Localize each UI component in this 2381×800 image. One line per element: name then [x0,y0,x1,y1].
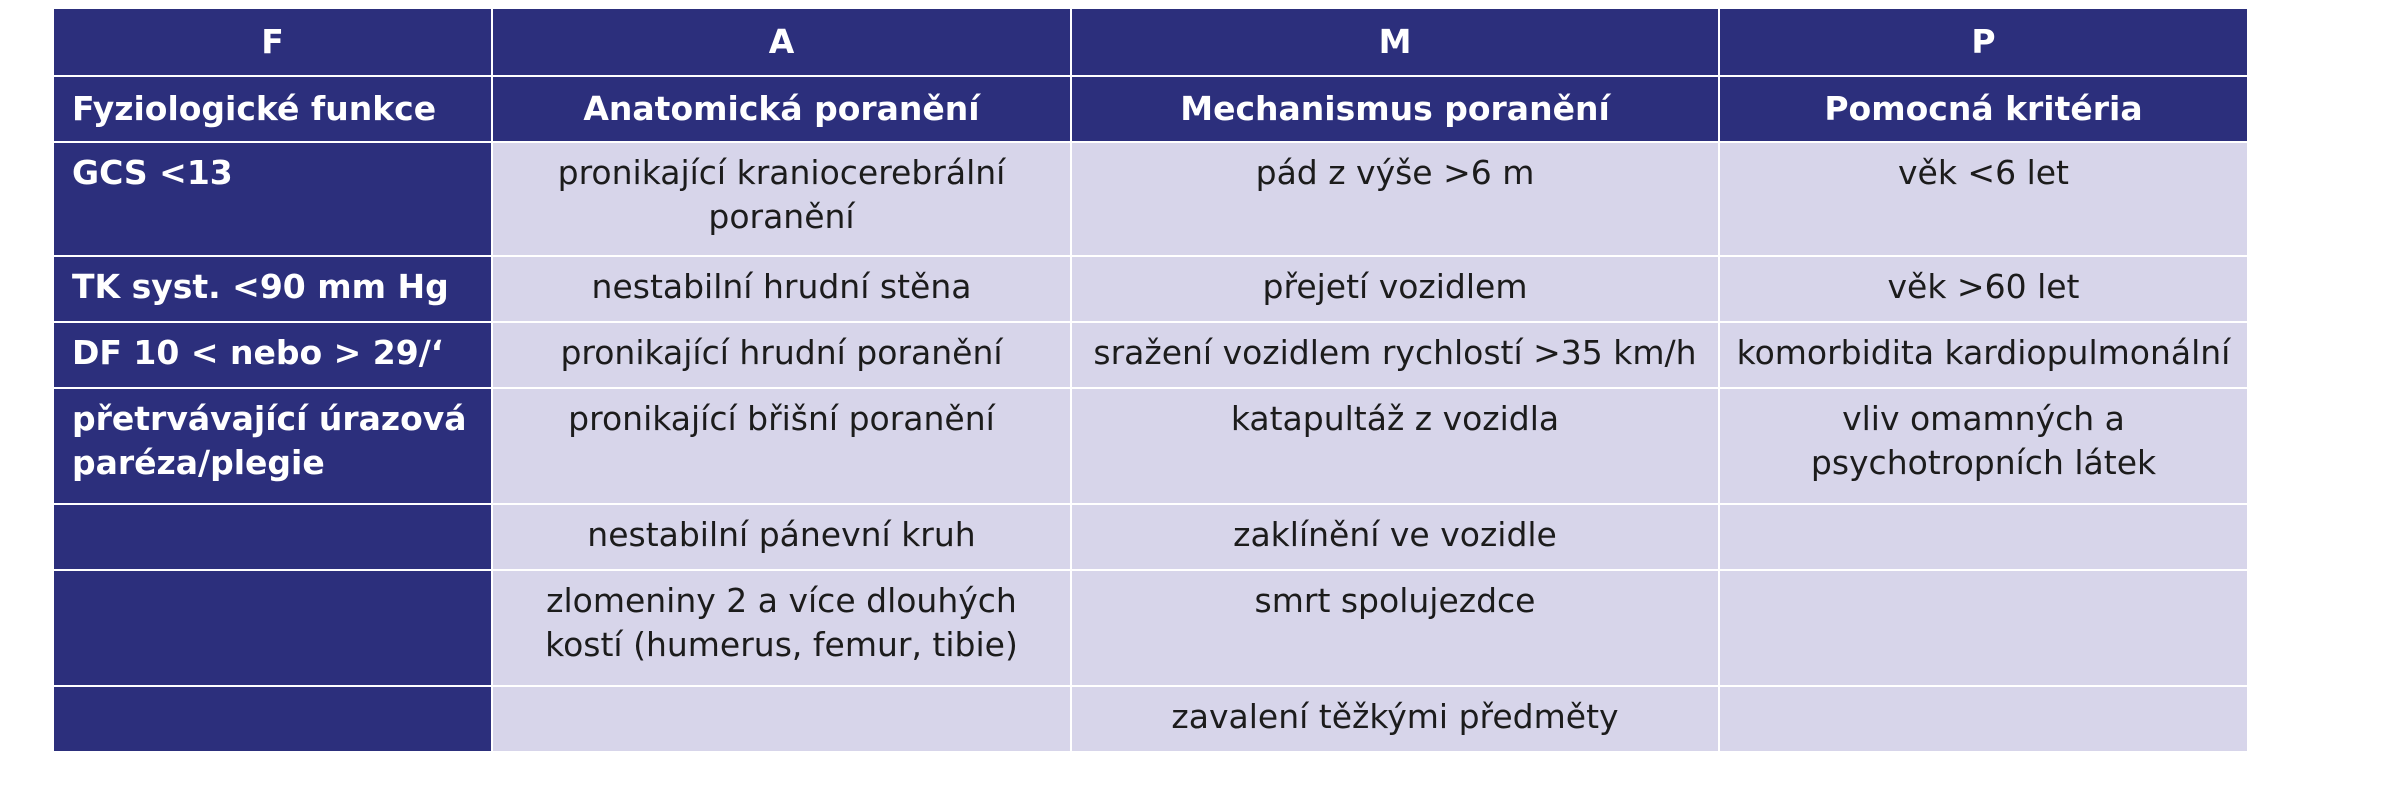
anatomical-cell: nestabilní pánevní kruh [492,504,1071,570]
auxiliary-cell: vliv omamných a psychotropních látek [1719,388,2248,504]
table-row [53,388,2248,504]
mechanism-cell: zavalení těžkými předměty [1071,686,1719,752]
anatomical-cell: pronikající kraniocerebrální poranění [492,142,1071,256]
table-row [53,256,2248,322]
anatomical-cell: nestabilní hrudní stěna [492,256,1071,322]
physiological-cell [53,570,492,686]
column-header-mechanism: Mechanismus poranění [1071,76,1719,142]
anatomical-cell: zlomeniny 2 a více dlouhých kostí (humerus, femur, tibie) [492,570,1071,686]
mechanism-cell: sražení vozidlem rychlostí >35 km/h [1071,322,1719,388]
column-header-anatomical: Anatomická poranění [492,76,1071,142]
physiological-cell: přetrvávající úrazová paréza/plegie [53,388,492,504]
auxiliary-cell [1719,504,2248,570]
letter-header-a: A [492,8,1071,76]
criteria-table-wrapper [52,7,2247,753]
mechanism-cell: katapultáž z vozidla [1071,388,1719,504]
physiological-cell: DF 10 < nebo > 29/‘ [53,322,492,388]
table-row [53,142,2248,256]
auxiliary-cell [1719,686,2248,752]
table-row [53,686,2248,752]
anatomical-cell: pronikající břišní poranění [492,388,1071,504]
table-row [53,570,2248,686]
anatomical-cell: pronikající hrudní poranění [492,322,1071,388]
physiological-cell: GCS <13 [53,142,492,256]
mechanism-cell: přejetí vozidlem [1071,256,1719,322]
column-header-row [53,76,2248,142]
physiological-cell [53,504,492,570]
letter-header-p: P [1719,8,2248,76]
physiological-cell: TK syst. <90 mm Hg [53,256,492,322]
column-header-physiological: Fyziologické funkce [53,76,492,142]
letter-header-f: F [53,8,492,76]
triage-criteria-table [52,7,2249,753]
auxiliary-cell: věk <6 let [1719,142,2248,256]
anatomical-cell [492,686,1071,752]
auxiliary-cell: komorbidita kardiopulmonální [1719,322,2248,388]
auxiliary-cell [1719,570,2248,686]
table-row [53,504,2248,570]
physiological-cell [53,686,492,752]
mechanism-cell: pád z výše >6 m [1071,142,1719,256]
mechanism-cell: zaklínění ve vozidle [1071,504,1719,570]
letter-header-m: M [1071,8,1719,76]
column-header-auxiliary: Pomocná kritéria [1719,76,2248,142]
auxiliary-cell: věk >60 let [1719,256,2248,322]
letter-header-row [53,8,2248,76]
table-row [53,322,2248,388]
mechanism-cell: smrt spolujezdce [1071,570,1719,686]
